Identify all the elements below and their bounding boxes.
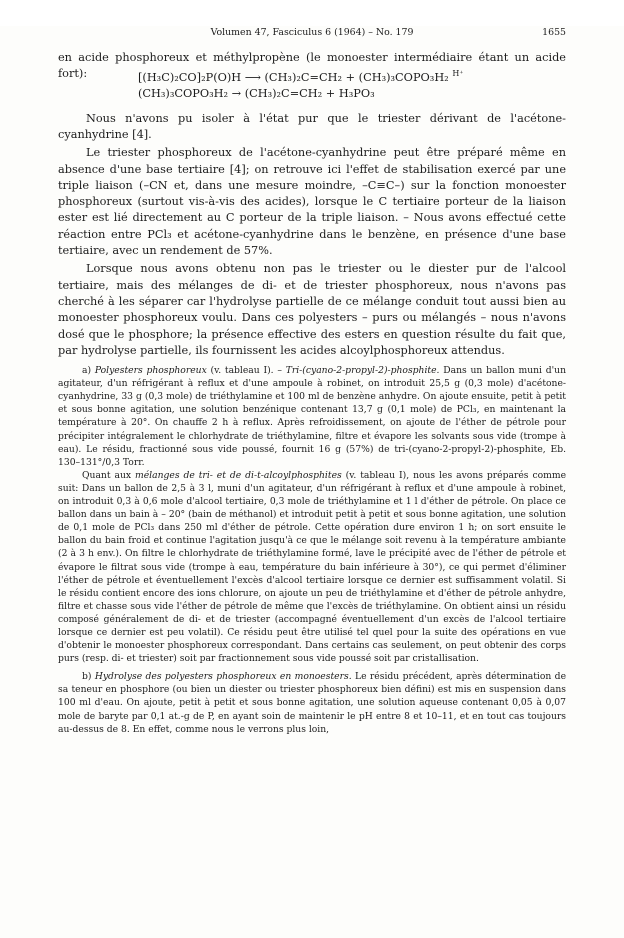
equation-1-text: [(H₃C)₂CO]₂P(O)H ⟶ (CH₃)₂C=CH₂ + (CH₃)₃COPO₃H₂: [138, 71, 449, 85]
experimental-section-a: [58, 364, 566, 469]
running-head: [58, 26, 566, 40]
equation-2: (CH₃)₃COPO₃H₂ → (CH₃)₂C=CH₂ + H₃PO₃: [138, 87, 375, 101]
section-a-title: Polyesters phosphoreux: [94, 365, 207, 377]
section-b-text: Le résidu précédent, après détermination de sa teneur en phosphore (ou bien un diester ou triester phosphoreux bien défini) est mis en suspension dans 100 ml d'eau. On ajoute, petit à petit et sous bonne agitation, une solution aqueuse contenant 0,05 à 0,07 mole de baryte par 0,1 at.-g de P, en ayant soin de maintenir le pH entre 8 et 10–11, et en tout cas toujours au-dessus de 8. En effet, comme nous le verrons plus loin,: [58, 671, 567, 735]
experimental-section-b: [58, 670, 566, 735]
journal-citation: Volumen 47, Fasciculus 6 (1964) – No. 179: [210, 27, 414, 38]
experimental-mixtures: [58, 469, 566, 665]
equation-1-catalyst: H⁺: [452, 69, 464, 79]
journal-page: [0, 26, 624, 938]
section-a-label: a): [82, 365, 92, 377]
paragraph-1: Nous n'avons pu isoler à l'état pur que le triester dérivant de l'acétone-cyanhydrine [4].: [58, 111, 566, 141]
mixtures-intro: Quant aux: [82, 469, 132, 481]
mixtures-title: mélanges de tri- et de di-t-alcoylphosphites: [135, 469, 342, 481]
section-b-label: b): [82, 671, 92, 683]
mixtures-text: (v. tableau I), nous les avons préparés comme suit: Dans un ballon de 2,5 à 3 l, muni d'un agitateur, d'un réfrigérant à reflux et d'une ampoule à robinet, on introduit 0,3 à 0,6 mole d'alcool tertiaire, 0,3 mole de triéthylamine et 1 l d'éther de pétrole. On place ce ballon dans un bain à – 20° (bain de méthanol) et introduit petit à petit et sous bonne agitation, une solution de 0,1 mole de PCl₃ dans 250 ml d'éther de pétrole. Cette opération dure environ 1 h; on sort ensuite le ballon du bain froid et continue l'agitation jusqu'à ce que le mélange soit revenu à la température ambiante (2 à 3 h env.). On filtre le chlorhydrate de triéthylamine formé, lave le précipité avec de l'éther de pétrole et évapore le filtrat sous vide (trompe à eau, température du bain inférieure à 30°), ce qui permet d'éliminer l'éther de pétrole et éventuellement l'excès d'alcool tertiaire lorsque ce dernier est suffisamment volatil. Si le résidu contient encore des ions chlorure, on ajoute un peu de triéthylamine et d'éther de pétrole anhydre, filtre et chasse sous vide l'éther de pétrole de même que l'excès de triéthylamine. On obtient ainsi un résidu composé généralement de di- et de triester (accompagné éventuellement d'un excès de l'alcool tertiaire lorsque ce dernier est peu volatil). Ce résidu peut être utilisé tel quel pour la suite des opérations en vue d'obtenir le monoester phosphoreux correspondant. Dans certains cas seulement, on peut obtenir des corps purs (resp. di- et triester) soit par fractionnement sous vide poussé soit par cristallisation.: [58, 469, 567, 665]
paragraph-2: Le triester phosphoreux de l'acétone-cyanhydrine peut être préparé même en absence d'une base tertiaire [4]; on retrouve ici l'effet de stabilisation exercé par une triple liaison (–CN et, dans une mesure moindre, –C≡C–) sur la fonction monoester phosphoreux (surtout vis-à-vis des acides), lorsque le C tertiaire porteur de la liaison ester est lié directement au C porteur de la triple liaison. – Nous avons effectué cette réaction entre PCl₃ et acétone-cyanhydrine dans le benzène, en présence d'une base tertiaire, avec un rendement de 57%.: [58, 146, 566, 258]
section-a-text: Dans un ballon muni d'un agitateur, d'un réfrigérant à reflux et d'une ampoule à robinet, on introduit 25,5 g (0,3 mole) d'acétone-cyanhydrine, 33 g (0,3 mole) de triéthylamine et 100 ml de benzène anhydre. On ajoute ensuite, petit à petit et sous bonne agitation, une solution benzénique contenant 13,7 g (0,1 mole) de PCl₃, en maintenant la température à 20°. On chauffe 2 h à reflux. Après refroidissement, on ajoute de l'éther de pétrole pour précipiter intégralement le chlorhydrate de triéthylamine, filtre et évapore les solvants sous vide (trompe à eau). Le résidu, fractionné sous vide poussé, fournit 16 g (57%) de tri-(cyano-2-propyl-2)-phosphite, Eb. 130–131°/0,3 Torr.: [58, 365, 566, 468]
equation-1: [58, 66, 566, 86]
paragraph-3: Lorsque nous avons obtenu non pas le triester ou le diester pur de l'alcool tertiaire, mais des mélanges de di- et de triester phosphoreux, nous n'avons pas cherché à les séparer car l'hydrolyse partielle de ce mélange conduit tout aussi bien au monoester phosphoreux voulu. Dans ces polyesters – purs ou mélangés – nous n'avons dosé que le phosphore; la présence effective des esters en question résulte du fait que, par hydrolyse partielle, ils fournissent les acides alcoylphosphoreux attendus.: [58, 262, 566, 357]
page-number: 1655: [542, 27, 566, 38]
intro-text: en acide phosphoreux et méthylpropène (le monoester intermédiaire étant un acide fort):: [58, 51, 566, 81]
section-b-title: Hydrolyse des polyesters phosphoreux en monoesters.: [94, 671, 352, 683]
section-a-ref: (v. tableau I). –: [210, 365, 282, 377]
section-a-compound: Tri-(cyano-2-propyl-2)-phosphite.: [285, 365, 440, 377]
